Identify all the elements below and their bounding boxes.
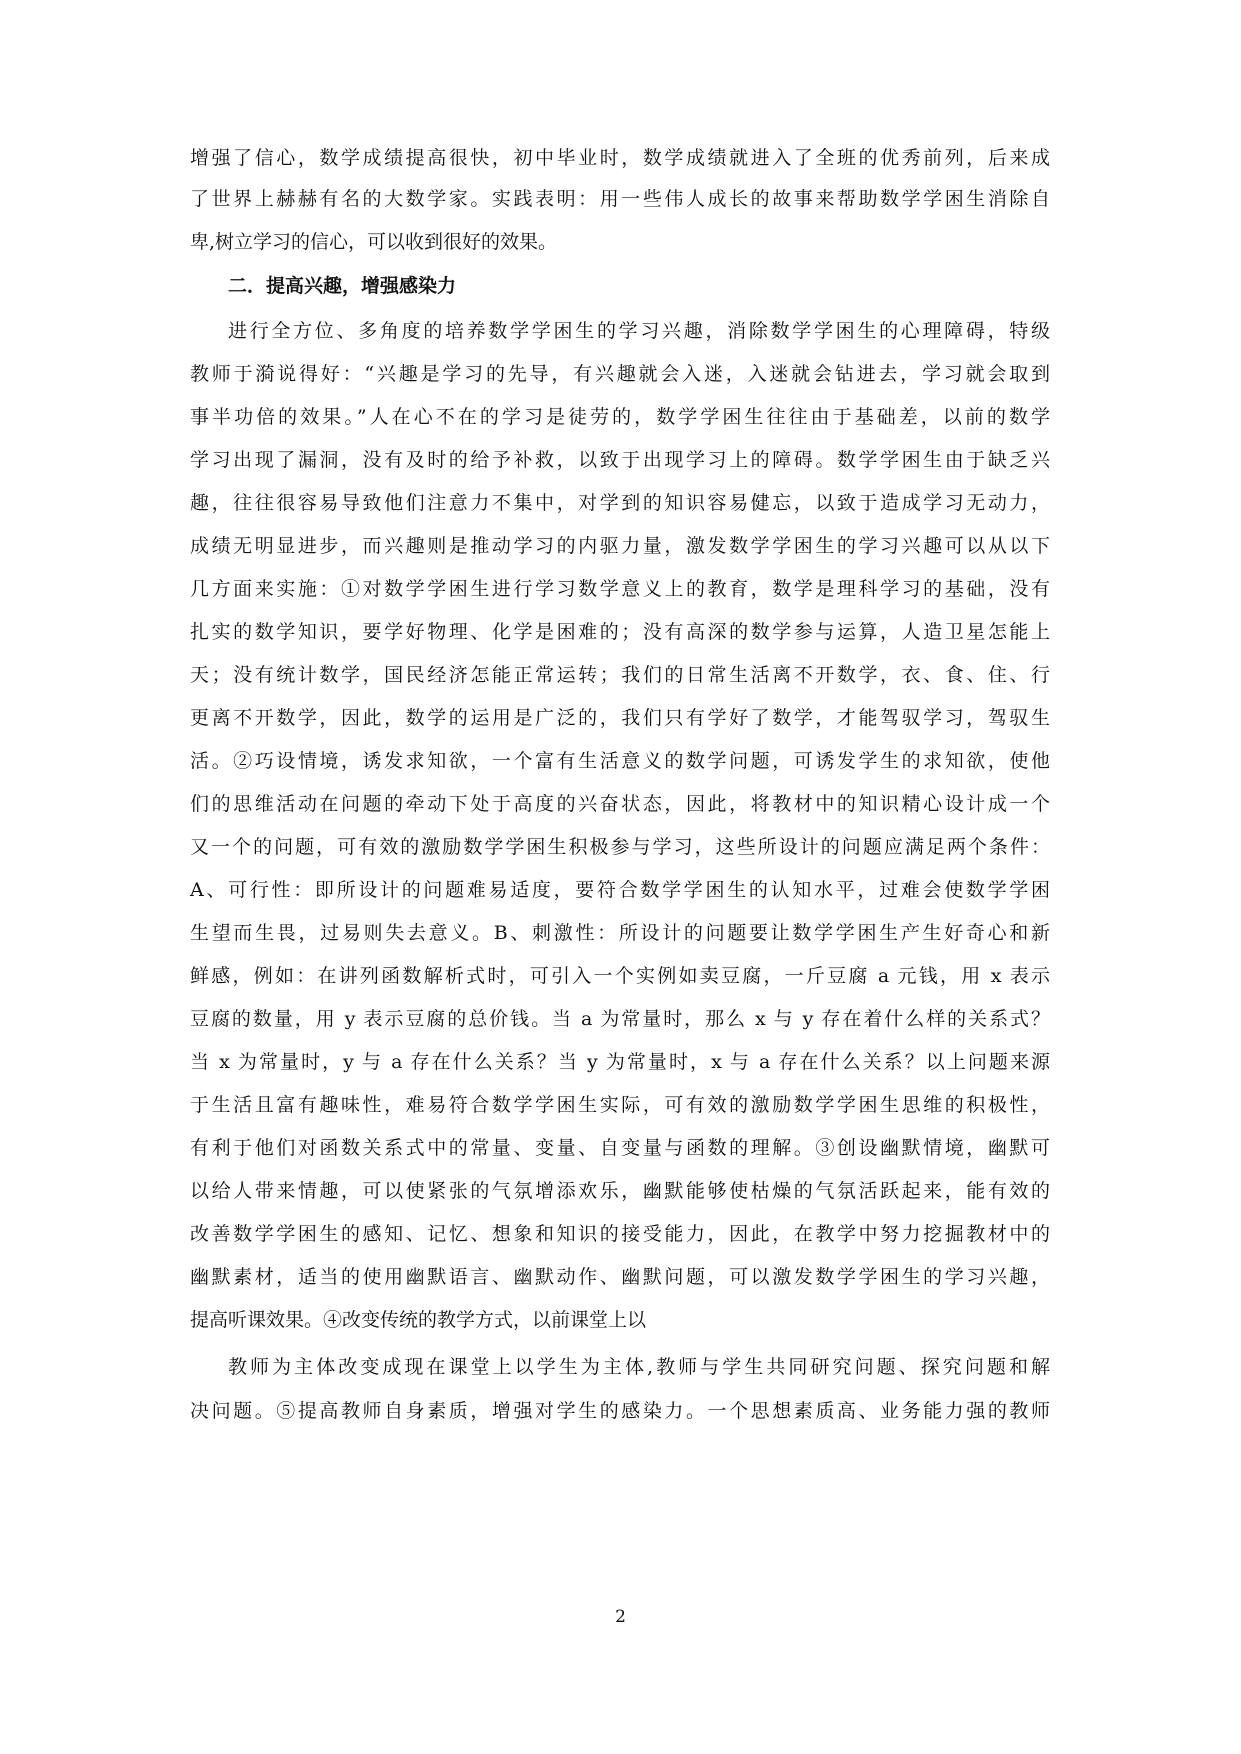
paragraph-2-line: 事半功倍的效果。”人在心不在的学习是徒劳的，数学学困生往往由于基础差，以前的数学	[190, 406, 1050, 428]
paragraph-2-line: 天；没有统计数学，国民经济怎能正常运转；我们的日常生活离不开数学，衣、食、住、行	[190, 664, 1050, 686]
paragraph-2-line: 豆腐的数量，用 y 表示豆腐的总价钱。当 a 为常量时，那么 x 与 y 存在着什么样的关系式？	[190, 1008, 1050, 1030]
paragraph-2-line: A、可行性：即所设计的问题难易适度，要符合数学学困生的认知水平，过难会使数学学困	[190, 879, 1050, 901]
paragraph-2-line: 扎实的数学知识，要学好物理、化学是困难的；没有高深的数学参与运算，人造卫星怎能上	[190, 621, 1050, 643]
paragraph-1-line: 卑,树立学习的信心，可以收到很好的效果。	[190, 231, 558, 253]
section-heading: 二．提高兴趣，增强感染力	[228, 275, 457, 297]
paragraph-2-line: 学习出现了漏洞，没有及时的给予补救，以致于出现学习上的障碍。数学学困生由于缺乏兴	[190, 449, 1050, 471]
paragraph-2-line: 改善数学学困生的感知、记忆、想象和知识的接受能力，因此，在教学中努力挖掘教材中的	[190, 1223, 1050, 1245]
paragraph-2-line: 于生活且富有趣味性，难易符合数学学困生实际，可有效的激励数学学困生思维的积极性，	[190, 1094, 1050, 1116]
paragraph-2-line: 活。②巧设情境，诱发求知欲，一个富有生活意义的数学问题，可诱发学生的求知欲，使他	[190, 750, 1050, 772]
paragraph-2-line: 又一个的问题，可有效的激励数学学困生积极参与学习，这些所设计的问题应满足两个条件：	[190, 836, 1050, 858]
paragraph-2-line: 们的思维活动在问题的牵动下处于高度的兴奋状态，因此，将教材中的知识精心设计成一个	[190, 793, 1050, 815]
paragraph-2-line: 提高听课效果。④改变传统的教学方式，以前课堂上以	[190, 1309, 647, 1331]
paragraph-1-line: 了世界上赫赫有名的大数学家。实践表明：用一些伟人成长的故事来帮助数学学困生消除自	[190, 188, 1050, 210]
paragraph-2-line: 趣，往往很容易导致他们注意力不集中，对学到的知识容易健忘，以致于造成学习无动力，	[190, 492, 1050, 514]
paragraph-2-line: 更离不开数学，因此，数学的运用是广泛的，我们只有学好了数学，才能驾驭学习，驾驭生	[190, 707, 1050, 729]
paragraph-2-line: 以给人带来情趣，可以使紧张的气氛增添欢乐，幽默能够使枯燥的气氛活跃起来，能有效的	[190, 1180, 1050, 1202]
paragraph-2-line: 进行全方位、多角度的培养数学学困生的学习兴趣，消除数学学困生的心理障碍，特级	[228, 320, 1050, 342]
paragraph-3-line: 决问题。⑤提高教师自身素质，增强对学生的感染力。一个思想素质高、业务能力强的教师	[190, 1400, 1050, 1422]
paragraph-2-line: 生望而生畏，过易则失去意义。B、刺激性：所设计的问题要让数学学困生产生好奇心和新	[190, 922, 1050, 944]
paragraph-2-line: 幽默素材，适当的使用幽默语言、幽默动作、幽默问题，可以激发数学学困生的学习兴趣，	[190, 1266, 1050, 1288]
paragraph-2-line: 几方面来实施：①对数学学困生进行学习数学意义上的教育，数学是理科学习的基础，没有	[190, 578, 1050, 600]
paragraph-2-line: 教师于漪说得好：“兴趣是学习的先导，有兴趣就会入迷，入迷就会钻进去，学习就会取到	[190, 363, 1050, 385]
paragraph-2-line: 当 x 为常量时，y 与 a 存在什么关系？当 y 为常量时，x 与 a 存在什么关系？以上问题来源	[190, 1051, 1050, 1073]
paragraph-2-line: 鲜感，例如：在讲列函数解析式时，可引入一个实例如卖豆腐，一斤豆腐 a 元钱，用 x 表示	[190, 965, 1050, 987]
paragraph-2-line: 成绩无明显进步，而兴趣则是推动学习的内驱力量，激发数学学困生的学习兴趣可以从以下	[190, 535, 1050, 557]
paragraph-3-line: 教师为主体改变成现在课堂上以学生为主体,教师与学生共同研究问题、探究问题和解	[228, 1356, 1050, 1378]
page-number: 2	[615, 1607, 626, 1627]
paragraph-2-line: 有利于他们对函数关系式中的常量、变量、自变量与函数的理解。③创设幽默情境，幽默可	[190, 1137, 1050, 1159]
paragraph-1-line: 增强了信心，数学成绩提高很快，初中毕业时，数学成绩就进入了全班的优秀前列，后来成	[190, 147, 1050, 169]
